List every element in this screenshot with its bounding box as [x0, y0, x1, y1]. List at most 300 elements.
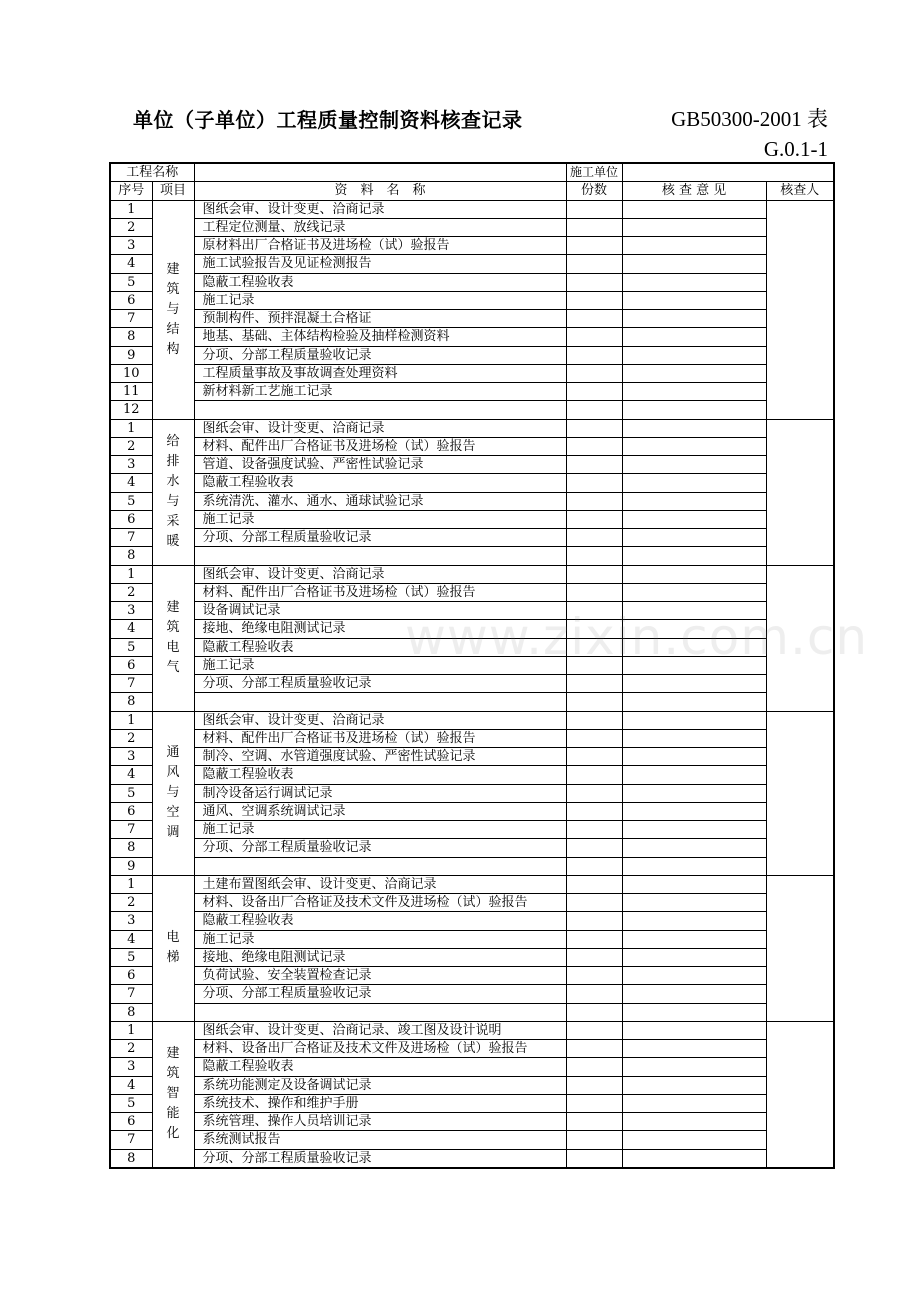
row-number: 8	[110, 1003, 152, 1021]
opinion-cell[interactable]	[622, 510, 766, 528]
document-name: 施工记录	[194, 656, 566, 674]
opinion-cell[interactable]	[622, 346, 766, 364]
table-row	[110, 492, 834, 510]
row-number: 1	[110, 1021, 152, 1039]
opinion-cell[interactable]	[622, 273, 766, 291]
opinion-cell[interactable]	[622, 1058, 766, 1076]
copies-cell[interactable]	[566, 383, 622, 401]
row-number: 8	[110, 328, 152, 346]
document-name: 制冷、空调、水管道强度试验、严密性试验记录	[194, 748, 566, 766]
copies-cell[interactable]	[566, 748, 622, 766]
table-row	[110, 237, 834, 255]
table-row	[110, 1040, 834, 1058]
opinion-cell[interactable]	[622, 529, 766, 547]
row-number: 2	[110, 894, 152, 912]
opinion-cell[interactable]	[622, 930, 766, 948]
checker-cell[interactable]	[766, 711, 834, 875]
opinion-cell[interactable]	[622, 985, 766, 1003]
opinion-cell[interactable]	[622, 364, 766, 382]
project-name-value[interactable]	[194, 163, 566, 182]
document-name: 接地、绝缘电阻测试记录	[194, 620, 566, 638]
copies-cell[interactable]	[566, 693, 622, 711]
copies-cell[interactable]	[566, 328, 622, 346]
table-row	[110, 1094, 834, 1112]
document-name: 图纸会审、设计变更、洽商记录	[194, 419, 566, 437]
row-number: 8	[110, 1149, 152, 1168]
checker-cell[interactable]	[766, 1021, 834, 1168]
category-cell	[152, 711, 194, 875]
opinion-cell[interactable]	[622, 1131, 766, 1149]
copies-cell[interactable]	[566, 638, 622, 656]
copies-cell[interactable]	[566, 419, 622, 437]
row-number: 1	[110, 419, 152, 437]
col-item: 项目	[152, 182, 194, 200]
table-row	[110, 784, 834, 802]
opinion-cell[interactable]	[622, 492, 766, 510]
copies-cell[interactable]	[566, 875, 622, 893]
row-number: 1	[110, 711, 152, 729]
copies-cell[interactable]	[566, 784, 622, 802]
table-row	[110, 200, 834, 218]
table-row	[110, 401, 834, 419]
document-name: 材料、设备出厂合格证及技术文件及进场检（试）验报告	[194, 894, 566, 912]
row-number: 7	[110, 985, 152, 1003]
form-code-line2: G.0.1-1	[763, 137, 828, 161]
col-checker: 核查人	[766, 182, 834, 200]
document-name: 隐蔽工程验收表	[194, 912, 566, 930]
opinion-cell[interactable]	[622, 547, 766, 565]
row-number: 1	[110, 875, 152, 893]
opinion-cell[interactable]	[622, 237, 766, 255]
row-number: 4	[110, 766, 152, 784]
row-number: 12	[110, 401, 152, 419]
copies-cell[interactable]	[566, 1113, 622, 1131]
table-row	[110, 638, 834, 656]
row-number: 2	[110, 583, 152, 601]
col-copies: 份数	[566, 182, 622, 200]
category-cell	[152, 565, 194, 711]
row-number: 4	[110, 930, 152, 948]
opinion-cell[interactable]	[622, 894, 766, 912]
table-row	[110, 1131, 834, 1149]
document-name: 系统管理、操作人员培训记录	[194, 1113, 566, 1131]
copies-cell[interactable]	[566, 675, 622, 693]
row-number: 3	[110, 1058, 152, 1076]
table-row	[110, 875, 834, 893]
row-number: 4	[110, 1076, 152, 1094]
copies-cell[interactable]	[566, 967, 622, 985]
row-number: 8	[110, 693, 152, 711]
table-row	[110, 912, 834, 930]
row-number: 7	[110, 675, 152, 693]
row-number: 5	[110, 1094, 152, 1112]
copies-cell[interactable]	[566, 346, 622, 364]
column-header-row	[110, 182, 834, 200]
category-cell	[152, 1021, 194, 1168]
document-name: 系统清洗、灌水、通水、通球试验记录	[194, 492, 566, 510]
category-label: 建筑智能化	[166, 1046, 180, 1142]
category-cell	[152, 200, 194, 419]
category-label: 建筑电气	[166, 600, 180, 675]
row-number: 5	[110, 492, 152, 510]
col-document-name	[194, 182, 566, 200]
opinion-cell[interactable]	[622, 784, 766, 802]
document-name: 分项、分部工程质量验收记录	[194, 529, 566, 547]
copies-cell[interactable]	[566, 711, 622, 729]
copies-cell[interactable]	[566, 291, 622, 309]
table-row	[110, 565, 834, 583]
opinion-cell[interactable]	[622, 948, 766, 966]
document-name: 图纸会审、设计变更、洽商记录	[194, 200, 566, 218]
copies-cell[interactable]	[566, 985, 622, 1003]
document-name: 施工记录	[194, 510, 566, 528]
row-number: 2	[110, 437, 152, 455]
project-name-label: 工程名称	[110, 163, 194, 182]
document-name: 分项、分部工程质量验收记录	[194, 1149, 566, 1168]
table-row	[110, 437, 834, 455]
document-name	[194, 401, 566, 419]
quality-control-table	[109, 162, 835, 1169]
row-number: 3	[110, 602, 152, 620]
opinion-cell[interactable]	[622, 711, 766, 729]
copies-cell[interactable]	[566, 821, 622, 839]
opinion-cell[interactable]	[622, 1040, 766, 1058]
category-cell	[152, 875, 194, 1021]
copies-cell[interactable]	[566, 364, 622, 382]
row-number: 6	[110, 656, 152, 674]
copies-cell[interactable]	[566, 218, 622, 236]
copies-cell[interactable]	[566, 802, 622, 820]
table-row	[110, 729, 834, 747]
category-label: 通风与空调	[166, 745, 180, 841]
table-row	[110, 1076, 834, 1094]
opinion-cell[interactable]	[622, 456, 766, 474]
document-name: 隐蔽工程验收表	[194, 1058, 566, 1076]
document-name: 预制构件、预拌混凝土合格证	[194, 310, 566, 328]
table-row	[110, 1113, 834, 1131]
row-number: 4	[110, 255, 152, 273]
opinion-cell[interactable]	[622, 875, 766, 893]
document-name: 隐蔽工程验收表	[194, 766, 566, 784]
document-name: 分项、分部工程质量验收记录	[194, 346, 566, 364]
row-number: 1	[110, 565, 152, 583]
opinion-cell[interactable]	[622, 857, 766, 875]
row-number: 2	[110, 218, 152, 236]
table-row	[110, 948, 834, 966]
copies-cell[interactable]	[566, 930, 622, 948]
document-name: 地基、基础、主体结构检验及抽样检测资料	[194, 328, 566, 346]
table-row	[110, 620, 834, 638]
watermark: www.zixin.com.cn	[405, 608, 869, 666]
row-number: 11	[110, 383, 152, 401]
opinion-cell[interactable]	[622, 693, 766, 711]
row-number: 2	[110, 729, 152, 747]
row-number: 7	[110, 310, 152, 328]
page-title: 单位（子单位）工程质量控制资料核查记录	[133, 108, 523, 132]
copies-cell[interactable]	[566, 656, 622, 674]
document-name: 系统功能测定及设备调试记录	[194, 1076, 566, 1094]
row-number: 3	[110, 237, 152, 255]
opinion-cell[interactable]	[622, 839, 766, 857]
opinion-cell[interactable]	[622, 748, 766, 766]
copies-cell[interactable]	[566, 200, 622, 218]
document-name: 设备调试记录	[194, 602, 566, 620]
checker-cell[interactable]	[766, 565, 834, 711]
document-name: 图纸会审、设计变更、洽商记录	[194, 711, 566, 729]
document-name: 工程质量事故及事故调查处理资料	[194, 364, 566, 382]
copies-cell[interactable]	[566, 948, 622, 966]
opinion-cell[interactable]	[622, 656, 766, 674]
document-name: 通风、空调系统调试记录	[194, 802, 566, 820]
copies-cell[interactable]	[566, 437, 622, 455]
project-info-row	[110, 163, 834, 182]
table-row	[110, 1021, 834, 1039]
opinion-cell[interactable]	[622, 218, 766, 236]
row-number: 6	[110, 291, 152, 309]
opinion-cell[interactable]	[622, 675, 766, 693]
table-row	[110, 967, 834, 985]
table-row	[110, 656, 834, 674]
copies-cell[interactable]	[566, 401, 622, 419]
table-row	[110, 894, 834, 912]
document-name: 原材料出厂合格证书及进场检（试）验报告	[194, 237, 566, 255]
document-name	[194, 1003, 566, 1021]
table-row	[110, 675, 834, 693]
document-name: 系统测试报告	[194, 1131, 566, 1149]
document-name: 分项、分部工程质量验收记录	[194, 839, 566, 857]
document-name: 管道、设备强度试验、严密性试验记录	[194, 456, 566, 474]
opinion-cell[interactable]	[622, 437, 766, 455]
copies-cell[interactable]	[566, 237, 622, 255]
copies-cell[interactable]	[566, 729, 622, 747]
opinion-cell[interactable]	[622, 1003, 766, 1021]
copies-cell[interactable]	[566, 474, 622, 492]
copies-cell[interactable]	[566, 1021, 622, 1039]
document-name: 工程定位测量、放线记录	[194, 218, 566, 236]
document-name: 土建布置图纸会审、设计变更、洽商记录	[194, 875, 566, 893]
copies-cell[interactable]	[566, 857, 622, 875]
opinion-cell[interactable]	[622, 821, 766, 839]
document-name: 材料、配件出厂合格证书及进场检（试）验报告	[194, 729, 566, 747]
document-name: 图纸会审、设计变更、洽商记录	[194, 565, 566, 583]
copies-cell[interactable]	[566, 1149, 622, 1168]
table-row	[110, 346, 834, 364]
opinion-cell[interactable]	[622, 200, 766, 218]
table-row	[110, 930, 834, 948]
row-number: 6	[110, 802, 152, 820]
checker-cell[interactable]	[766, 875, 834, 1021]
row-number: 1	[110, 200, 152, 218]
table-row	[110, 364, 834, 382]
table-row	[110, 328, 834, 346]
document-name: 材料、设备出厂合格证及技术文件及进场检（试）验报告	[194, 1040, 566, 1058]
category-cell	[152, 419, 194, 565]
table-row	[110, 802, 834, 820]
opinion-cell[interactable]	[622, 1076, 766, 1094]
copies-cell[interactable]	[566, 1058, 622, 1076]
copies-cell[interactable]	[566, 565, 622, 583]
document-name: 施工记录	[194, 930, 566, 948]
col-document-name-text: 资 料 名 称	[334, 183, 426, 199]
opinion-cell[interactable]	[622, 583, 766, 601]
copies-cell[interactable]	[566, 894, 622, 912]
table-row	[110, 291, 834, 309]
opinion-cell[interactable]	[622, 474, 766, 492]
opinion-cell[interactable]	[622, 1021, 766, 1039]
document-name: 施工记录	[194, 821, 566, 839]
opinion-cell[interactable]	[622, 291, 766, 309]
opinion-cell[interactable]	[622, 766, 766, 784]
row-number: 5	[110, 784, 152, 802]
table-row	[110, 310, 834, 328]
opinion-cell[interactable]	[622, 729, 766, 747]
opinion-cell[interactable]	[622, 1149, 766, 1168]
opinion-cell[interactable]	[622, 401, 766, 419]
row-number: 4	[110, 620, 152, 638]
form-code	[671, 104, 828, 164]
table-row	[110, 583, 834, 601]
copies-cell[interactable]	[566, 273, 622, 291]
copies-cell[interactable]	[566, 1094, 622, 1112]
table-row	[110, 1149, 834, 1168]
table-row	[110, 1058, 834, 1076]
opinion-cell[interactable]	[622, 310, 766, 328]
copies-cell[interactable]	[566, 529, 622, 547]
table-row	[110, 766, 834, 784]
table-row	[110, 821, 834, 839]
checker-cell[interactable]	[766, 419, 834, 565]
copies-cell[interactable]	[566, 1131, 622, 1149]
document-name	[194, 857, 566, 875]
table-row	[110, 383, 834, 401]
copies-cell[interactable]	[566, 912, 622, 930]
row-number: 3	[110, 912, 152, 930]
table-row	[110, 547, 834, 565]
table-row	[110, 456, 834, 474]
row-number: 10	[110, 364, 152, 382]
table-row	[110, 218, 834, 236]
row-number: 5	[110, 273, 152, 291]
opinion-cell[interactable]	[622, 912, 766, 930]
construction-unit-value[interactable]	[622, 163, 834, 182]
construction-unit-label: 施工单位	[566, 163, 622, 182]
document-name: 分项、分部工程质量验收记录	[194, 985, 566, 1003]
copies-cell[interactable]	[566, 510, 622, 528]
document-name: 隐蔽工程验收表	[194, 273, 566, 291]
row-number: 5	[110, 638, 152, 656]
row-number: 8	[110, 547, 152, 565]
row-number: 6	[110, 510, 152, 528]
opinion-cell[interactable]	[622, 1094, 766, 1112]
row-number: 2	[110, 1040, 152, 1058]
row-number: 6	[110, 967, 152, 985]
table-row	[110, 857, 834, 875]
document-name	[194, 693, 566, 711]
document-name: 接地、绝缘电阻测试记录	[194, 948, 566, 966]
opinion-cell[interactable]	[622, 1113, 766, 1131]
document-name: 隐蔽工程验收表	[194, 474, 566, 492]
checker-cell[interactable]	[766, 200, 834, 419]
col-seq: 序号	[110, 182, 152, 200]
table-row	[110, 273, 834, 291]
document-name: 隐蔽工程验收表	[194, 638, 566, 656]
opinion-cell[interactable]	[622, 802, 766, 820]
copies-cell[interactable]	[566, 492, 622, 510]
opinion-cell[interactable]	[622, 255, 766, 273]
row-number: 7	[110, 529, 152, 547]
opinion-cell[interactable]	[622, 328, 766, 346]
copies-cell[interactable]	[566, 255, 622, 273]
opinion-cell[interactable]	[622, 602, 766, 620]
table-row	[110, 839, 834, 857]
copies-cell[interactable]	[566, 310, 622, 328]
table-row	[110, 529, 834, 547]
table-row	[110, 510, 834, 528]
category-label: 给排水与采暖	[166, 434, 180, 549]
document-name: 新材料新工艺施工记录	[194, 383, 566, 401]
opinion-cell[interactable]	[622, 967, 766, 985]
row-number: 7	[110, 821, 152, 839]
document-name: 负荷试验、安全装置检查记录	[194, 967, 566, 985]
copies-cell[interactable]	[566, 602, 622, 620]
row-number: 3	[110, 456, 152, 474]
copies-cell[interactable]	[566, 766, 622, 784]
document-name: 图纸会审、设计变更、洽商记录、竣工图及设计说明	[194, 1021, 566, 1039]
row-number: 3	[110, 748, 152, 766]
row-number: 4	[110, 474, 152, 492]
opinion-cell[interactable]	[622, 620, 766, 638]
opinion-cell[interactable]	[622, 383, 766, 401]
document-name: 施工记录	[194, 291, 566, 309]
copies-cell[interactable]	[566, 1040, 622, 1058]
table-row	[110, 419, 834, 437]
form-code-line1: GB50300-2001 表	[671, 107, 828, 131]
category-label: 建筑与结构	[166, 261, 180, 357]
copies-cell[interactable]	[566, 583, 622, 601]
document-name: 制冷设备运行调试记录	[194, 784, 566, 802]
table-row	[110, 474, 834, 492]
opinion-cell[interactable]	[622, 565, 766, 583]
opinion-cell[interactable]	[622, 638, 766, 656]
row-number: 9	[110, 346, 152, 364]
copies-cell[interactable]	[566, 456, 622, 474]
copies-cell[interactable]	[566, 1076, 622, 1094]
row-number: 5	[110, 948, 152, 966]
document-name: 材料、配件出厂合格证书及进场检（试）验报告	[194, 583, 566, 601]
category-label: 电梯	[166, 930, 180, 966]
copies-cell[interactable]	[566, 1003, 622, 1021]
copies-cell[interactable]	[566, 839, 622, 857]
col-opinion: 核 查 意 见	[622, 182, 766, 200]
row-number: 6	[110, 1113, 152, 1131]
table-row	[110, 748, 834, 766]
table-row	[110, 602, 834, 620]
row-number: 9	[110, 857, 152, 875]
table-row	[110, 255, 834, 273]
copies-cell[interactable]	[566, 620, 622, 638]
row-number: 7	[110, 1131, 152, 1149]
table-row	[110, 693, 834, 711]
table-row	[110, 985, 834, 1003]
table-row	[110, 711, 834, 729]
table-row	[110, 1003, 834, 1021]
document-name: 分项、分部工程质量验收记录	[194, 675, 566, 693]
document-name: 施工试验报告及见证检测报告	[194, 255, 566, 273]
copies-cell[interactable]	[566, 547, 622, 565]
opinion-cell[interactable]	[622, 419, 766, 437]
document-name: 系统技术、操作和维护手册	[194, 1094, 566, 1112]
document-name	[194, 547, 566, 565]
